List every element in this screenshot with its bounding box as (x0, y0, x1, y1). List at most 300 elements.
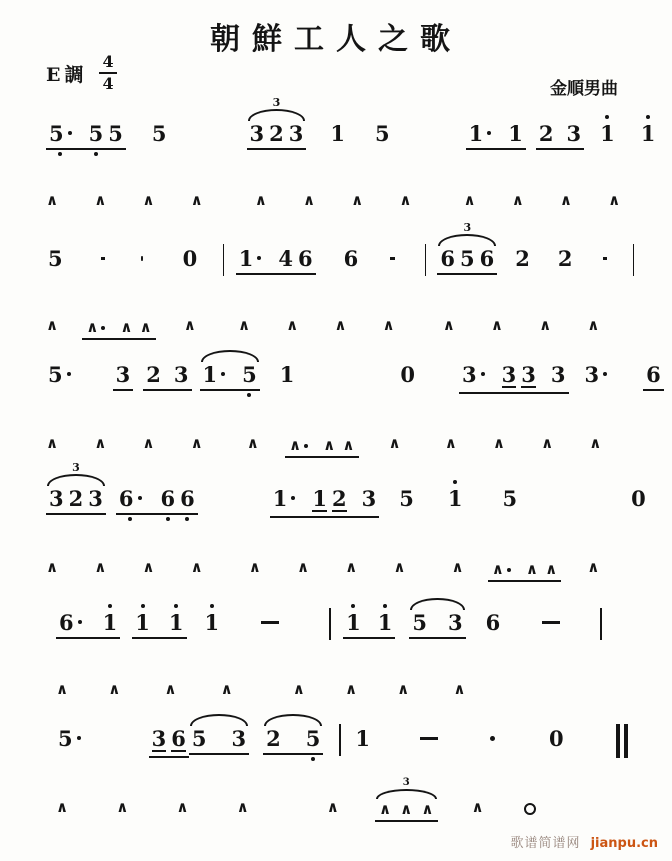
note-cell (203, 612, 222, 639)
accent-glyph: ∧ (397, 680, 410, 698)
note-value: 6 (646, 362, 661, 387)
beam-group (46, 123, 126, 150)
slur-arc (190, 714, 248, 726)
note-value: 5 (399, 486, 414, 511)
note (49, 123, 72, 144)
bar-line (339, 724, 341, 756)
music-line (46, 95, 656, 209)
rest-note (629, 488, 648, 515)
accent-glyph: ∧ (139, 318, 152, 336)
beam-group (247, 96, 307, 150)
accents-row (56, 776, 656, 822)
note-cell (46, 248, 65, 275)
note-cell (353, 728, 372, 755)
accent-glyph: ∧ (142, 434, 155, 452)
note-value: 6 (440, 246, 456, 271)
note-cell (278, 364, 297, 391)
note (378, 612, 393, 633)
augmentation-dot (221, 372, 225, 376)
accent-mark (142, 193, 154, 208)
note-value: 0 (631, 486, 646, 511)
accent-mark (491, 318, 503, 333)
augmentation-dot (67, 372, 71, 376)
note (192, 728, 207, 749)
octave-dot-low (166, 517, 170, 521)
slur-arc (438, 234, 496, 246)
octave-dot-high (605, 115, 609, 119)
note (469, 123, 492, 144)
accent-glyph: ∧ (388, 434, 401, 452)
note (266, 728, 281, 749)
beam-group (236, 248, 316, 275)
accent-glyph: ∧ (334, 316, 347, 334)
note-cell (446, 488, 465, 515)
augmentation-dot (138, 496, 142, 500)
note-value: 1 (600, 121, 615, 146)
note-value: 1 (102, 610, 118, 635)
accent-glyph: ∧ (296, 558, 310, 576)
note-cell (373, 123, 392, 150)
accent-mark (176, 800, 188, 815)
accent-glyph: ∧ (220, 680, 233, 698)
accent-glyph: ∧ (451, 558, 464, 576)
note-cell (150, 123, 169, 150)
accent-mark (86, 320, 105, 335)
accent-mark (286, 318, 298, 333)
note-value: 1 (355, 726, 370, 751)
accent-glyph: ∧ (545, 560, 558, 578)
accent-mark (142, 560, 154, 575)
accent-mark (389, 436, 401, 451)
octave-dot-high (174, 604, 178, 608)
note-cell (501, 488, 520, 515)
note (280, 364, 295, 385)
beam-group (466, 123, 526, 150)
note (440, 248, 455, 269)
accent-mark (297, 560, 309, 575)
note-value: 2 (269, 121, 284, 146)
note-value: 2 (146, 362, 161, 387)
note (312, 488, 327, 512)
bar-line (223, 244, 224, 276)
note (549, 728, 564, 749)
accent-mark (445, 436, 457, 451)
accent-mark (545, 562, 557, 577)
note (346, 612, 361, 633)
beam-group (459, 364, 569, 394)
accent-glyph: ∧ (46, 316, 59, 334)
note-value: 3 (462, 362, 477, 387)
note (486, 612, 501, 633)
augmentation-dot (304, 444, 308, 448)
augmentation-dot (77, 736, 81, 740)
note-value: 5 (191, 726, 207, 751)
accent-glyph: ∧ (292, 680, 305, 698)
augmentation-dot (507, 568, 511, 572)
beam-group (113, 364, 134, 391)
note (503, 488, 518, 509)
accent-glyph: ∧ (525, 560, 539, 578)
accent-glyph: ∧ (288, 436, 302, 454)
accent-mark (472, 800, 484, 815)
accent-beam-group (285, 436, 359, 458)
augmentation-dot (257, 256, 261, 260)
accent-mark (400, 802, 412, 817)
note (641, 123, 656, 144)
beam-group (263, 728, 323, 755)
accent-mark (108, 682, 120, 697)
accent-mark (303, 193, 315, 208)
note-cell (56, 728, 83, 755)
note (399, 488, 414, 509)
accent-glyph: ∧ (142, 191, 155, 209)
accent-glyph: ∧ (323, 436, 336, 454)
accent-glyph: ∧ (286, 316, 299, 334)
note (183, 248, 198, 269)
augmentation-dot (78, 620, 82, 624)
note (116, 364, 131, 385)
augmentation-dot (481, 372, 485, 376)
accent-glyph: ∧ (246, 434, 259, 452)
open-circle-mark (524, 803, 536, 815)
beam-group (56, 612, 120, 639)
octave-dot-low (94, 152, 98, 156)
accent-mark (589, 436, 601, 451)
accent-mark (140, 320, 152, 335)
accent-mark (191, 436, 203, 451)
bar-line (600, 608, 602, 640)
accent-mark (560, 193, 572, 208)
note (152, 728, 167, 752)
note (169, 612, 184, 633)
accent-mark (293, 682, 305, 697)
bar-line (624, 724, 628, 758)
slur-arc (264, 714, 322, 726)
note-value: 5 (375, 121, 390, 146)
note-value: 1 (508, 121, 523, 146)
accent-mark (247, 436, 259, 451)
note (567, 123, 582, 144)
note-value: 3 (361, 486, 377, 511)
note-value: 1 (204, 610, 220, 635)
music-line (46, 336, 661, 458)
note (362, 488, 377, 509)
note-cell (484, 612, 503, 639)
accent-glyph: ∧ (254, 191, 267, 209)
slur-arc (376, 789, 437, 799)
accent-mark (397, 682, 409, 697)
accent-mark (452, 560, 464, 575)
accents-row (46, 294, 646, 340)
note (462, 364, 485, 385)
note-value: 6 (297, 246, 313, 271)
beam-group (643, 364, 664, 391)
note (460, 248, 475, 269)
octave-dot-high (141, 604, 145, 608)
accent-glyph: ∧ (248, 558, 261, 576)
note (375, 123, 390, 144)
accent-glyph: ∧ (444, 434, 457, 452)
accent-glyph: ∧ (345, 558, 358, 576)
note-cell (598, 123, 617, 150)
rest-note (181, 248, 200, 275)
accent-glyph: ∧ (190, 558, 203, 576)
note (205, 612, 220, 633)
accent-mark (237, 800, 249, 815)
accent-mark (164, 682, 176, 697)
accent-mark (94, 193, 106, 208)
beam-group (343, 612, 395, 639)
note (480, 248, 495, 269)
note-value: 3 (231, 726, 247, 751)
accent-mark (379, 802, 391, 817)
beam-group (116, 488, 198, 515)
accent-glyph: ∧ (589, 434, 602, 452)
accents-row (56, 658, 656, 697)
note-value: 3 (49, 486, 64, 511)
note (551, 364, 566, 385)
duration-dash (420, 737, 438, 740)
accent-glyph: ∧ (344, 680, 358, 698)
note-value: 3 (151, 726, 167, 751)
octave-dot-high (383, 604, 387, 608)
accent-mark (393, 560, 405, 575)
octave-dot-high (351, 604, 355, 608)
note-value: 5 (242, 362, 257, 387)
accent-mark (289, 438, 308, 453)
note (103, 612, 118, 633)
accent-glyph: ∧ (164, 680, 177, 698)
note-cell (583, 364, 610, 391)
note-value: 6 (180, 486, 195, 511)
accent-mark (608, 193, 620, 208)
note-value: 5 (305, 726, 321, 751)
accent-mark (421, 802, 433, 817)
beam-group (270, 488, 380, 518)
duration-dash (390, 257, 395, 260)
accent-mark (345, 560, 357, 575)
beam-group (200, 364, 260, 391)
duration-dash (603, 257, 608, 260)
accent-glyph: ∧ (46, 558, 59, 576)
key-signature (46, 54, 117, 92)
beam-group (437, 221, 497, 275)
note-value: 3 (584, 362, 600, 387)
accent-mark (512, 193, 524, 208)
note (600, 123, 615, 144)
note-value: 6 (485, 610, 501, 635)
note (239, 248, 262, 269)
accent-glyph: ∧ (382, 316, 395, 334)
note (508, 123, 523, 144)
bar-line (329, 608, 331, 640)
note-value: 3 (550, 362, 566, 387)
accents-row (46, 169, 646, 208)
accent-glyph: ∧ (421, 800, 434, 818)
accent-mark (453, 682, 465, 697)
note (232, 728, 247, 749)
notes-row (46, 336, 661, 394)
augmentation-dot (101, 326, 105, 330)
note-value: 3 (566, 121, 582, 146)
accent-mark (255, 193, 267, 208)
tuplet-number: 3 (463, 221, 472, 234)
accent-glyph: ∧ (176, 798, 189, 816)
accent-glyph: ∧ (108, 680, 121, 698)
accent-glyph: ∧ (490, 316, 504, 334)
note-value: 5 (502, 486, 518, 511)
octave-dot-low (185, 517, 189, 521)
note-value: 1 (135, 610, 150, 635)
note-value: 5 (151, 121, 167, 146)
accent-mark (342, 438, 354, 453)
note (515, 248, 530, 269)
note (400, 364, 415, 385)
beam-group (46, 461, 106, 515)
beam-group (189, 728, 249, 755)
accent-mark (46, 318, 58, 333)
note-value: 5 (108, 121, 123, 146)
accent-mark (492, 562, 511, 577)
accent-glyph: ∧ (378, 800, 392, 818)
octave-dot-low (58, 152, 62, 156)
beam-group (143, 364, 191, 391)
duration-dash (101, 257, 106, 260)
accent-mark (345, 682, 357, 697)
duration-dash (261, 621, 279, 624)
accent-glyph: ∧ (559, 191, 573, 209)
accent-glyph: ∧ (351, 191, 364, 209)
duration-dash (542, 621, 560, 624)
note (108, 123, 123, 144)
note (273, 488, 296, 509)
note-value: 3 (249, 121, 265, 146)
accent-glyph: ∧ (541, 434, 554, 452)
accents-row (46, 412, 646, 458)
note (539, 123, 554, 144)
slur-arc (410, 598, 464, 610)
note-value: 1 (279, 362, 295, 387)
note-cell (328, 123, 347, 150)
note-value: 3 (115, 362, 131, 387)
note-value: 5 (460, 246, 475, 271)
note (585, 364, 608, 385)
note-value: 0 (549, 726, 564, 751)
note-value: 1 (377, 610, 393, 635)
note-value: 1 (468, 121, 484, 146)
accent-glyph: ∧ (46, 191, 59, 209)
note-cell (342, 248, 361, 275)
bar-line (633, 244, 634, 276)
note-value: 1 (202, 362, 218, 387)
accent-mark (221, 682, 233, 697)
accent-mark (116, 800, 128, 815)
accent-mark (56, 800, 68, 815)
note-value: 1 (447, 486, 463, 511)
octave-dot-high (453, 480, 457, 484)
note-value: 6 (479, 246, 495, 271)
tuplet-number: 3 (72, 461, 80, 474)
octave-dot-low (128, 517, 132, 521)
accent-glyph: ∧ (491, 560, 504, 578)
accent-mark (249, 560, 261, 575)
accent-mark (587, 560, 599, 575)
note-value: 5 (412, 610, 427, 635)
note (344, 248, 359, 269)
composer-credit: 金順男曲 (550, 79, 618, 99)
note-value: 0 (400, 362, 415, 387)
octave-dot-high (646, 115, 650, 119)
note (59, 612, 82, 633)
augmentation-dot (490, 736, 495, 741)
accent-mark (539, 318, 551, 333)
note (298, 248, 313, 269)
note (558, 248, 573, 269)
slur-arc (47, 474, 105, 486)
beam-group (409, 612, 465, 639)
note (180, 488, 195, 509)
note (646, 364, 661, 385)
accent-mark (184, 318, 196, 333)
note-cell (513, 248, 532, 275)
accent-mark (46, 436, 58, 451)
note (58, 728, 81, 749)
octave-dot-high (210, 604, 214, 608)
accent-mark (526, 562, 538, 577)
accent-glyph: ∧ (463, 191, 476, 209)
note (289, 123, 304, 144)
augmentation-dot (68, 131, 72, 135)
note-value: 0 (182, 246, 198, 271)
accent-mark (191, 193, 203, 208)
note-value: 3 (88, 486, 103, 511)
accent-mark (383, 318, 395, 333)
note-value: 6 (171, 726, 186, 751)
note (146, 364, 161, 385)
note (242, 364, 257, 385)
accent-glyph: ∧ (236, 798, 249, 816)
note-value: 5 (88, 121, 104, 146)
note-value: 2 (266, 726, 281, 751)
note (502, 364, 517, 388)
note-value: 6 (59, 610, 74, 635)
note (448, 612, 463, 633)
accent-mark (587, 318, 599, 333)
accent-glyph: ∧ (56, 798, 69, 816)
note (203, 364, 226, 385)
note-value: 3 (501, 362, 517, 387)
note (631, 488, 646, 509)
accent-mark (323, 438, 335, 453)
accent-glyph: ∧ (492, 434, 506, 452)
note-value: 6 (160, 486, 176, 511)
tuplet-number: 3 (402, 777, 410, 788)
beam-group (132, 612, 186, 639)
note (355, 728, 370, 749)
accent-glyph: ∧ (471, 798, 484, 816)
music-line (56, 584, 656, 697)
accent-glyph: ∧ (587, 558, 600, 576)
bar-line (425, 244, 426, 276)
accent-glyph: ∧ (46, 434, 59, 452)
note (152, 123, 167, 144)
note (89, 123, 104, 144)
rest-note (547, 728, 566, 755)
note (521, 364, 536, 388)
note-value: 1 (168, 610, 184, 635)
augmentation-dot (603, 372, 607, 376)
accent-glyph: ∧ (94, 558, 107, 576)
